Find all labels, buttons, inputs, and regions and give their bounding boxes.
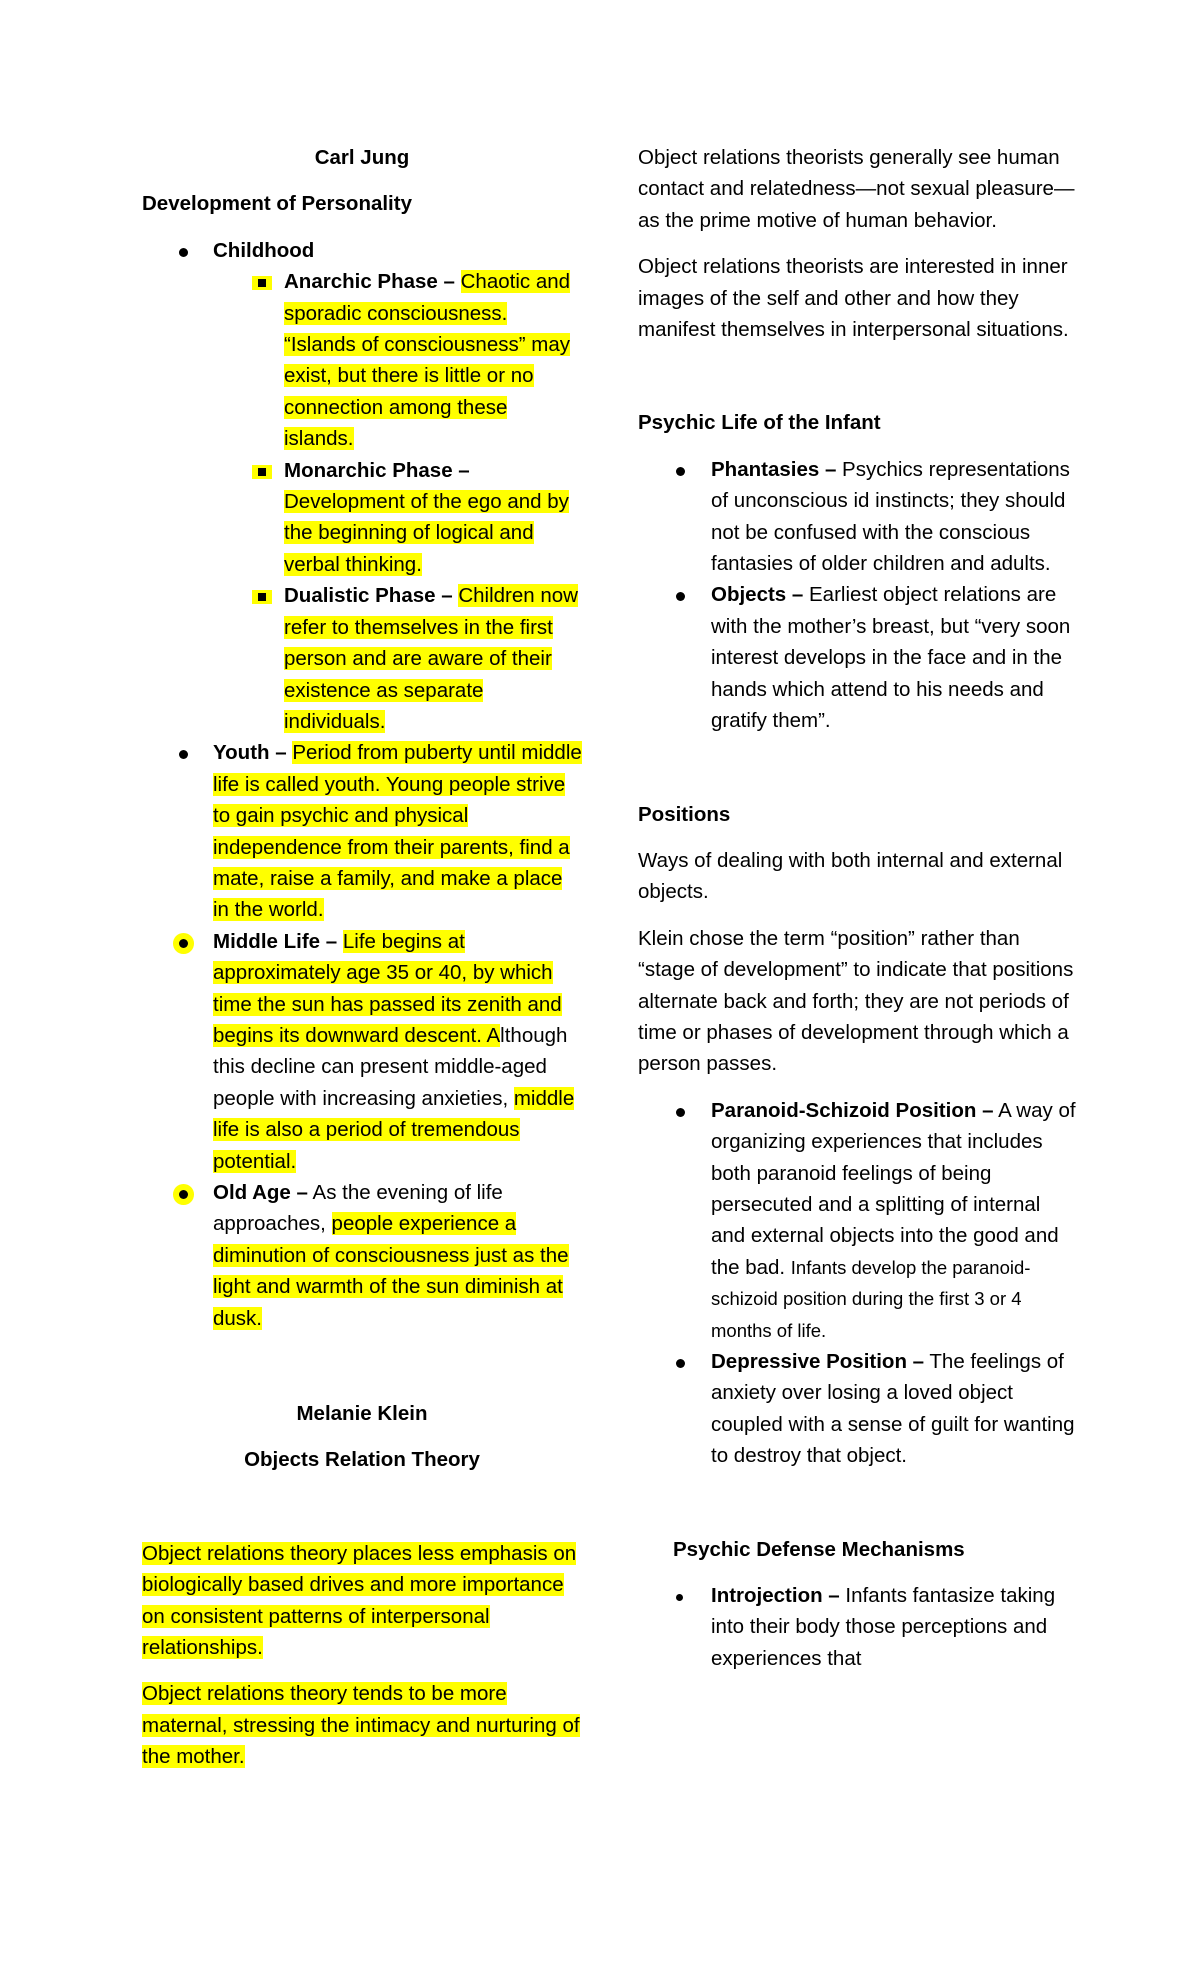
list-item-childhood xyxy=(142,235,582,266)
phase-label: Anarchic Phase – xyxy=(284,270,455,294)
bullet-icon xyxy=(179,750,188,759)
list-item-depressive xyxy=(638,1346,1078,1472)
highlighted-text: Object relations theory tends to be more maternal, stressing the intimacy and nurturing of the mother. xyxy=(142,1682,580,1769)
positions-list xyxy=(638,1095,1078,1472)
heading-objects-relation-theory: Objects Relation Theory xyxy=(244,1448,480,1472)
heading-development-of-personality: Development of Personality xyxy=(142,192,412,216)
heading-positions: Positions xyxy=(638,802,731,826)
stage-text: Period from puberty until middle life is called youth. Young people strive to gain psychic and physical independence from their parents, find a mate, raise a family, and make a place in the world. xyxy=(213,741,582,922)
term-text: The feelings of anxiety over losing a loved object coupled with a sense of guilt for wanting to destroy that object. xyxy=(711,1350,1075,1468)
stage-text: As the evening of life approaches, xyxy=(213,1181,503,1236)
heading-psychic-life-of-infant: Psychic Life of the Infant xyxy=(638,411,881,435)
term-text: Psychics representations of unconscious id instincts; they should not be confused with the conscious fantasies of older children and adults. xyxy=(711,457,1070,576)
stages-list xyxy=(142,235,582,1334)
list-item-introjection xyxy=(638,1580,1078,1674)
stage-label: Childhood xyxy=(213,238,315,262)
list-item-anarchic-phase xyxy=(142,266,582,454)
paragraph-positions-2: Klein chose the term “position” rather than “stage of development” to indicate that positions alternate back and forth; they are not periods of time or phases of development through which a person passes. xyxy=(638,926,1074,1076)
phase-text: Development of the ego and by the beginning of logical and verbal thinking. xyxy=(284,490,569,576)
paragraph-klein-2 xyxy=(142,1678,582,1772)
square-bullet-icon xyxy=(252,590,272,604)
list-item-paranoid-schizoid xyxy=(638,1095,1078,1346)
phase-label: Dualistic Phase – xyxy=(284,584,453,608)
paragraph-object-relations-1: Object relations theorists generally see human contact and relatedness—not sexual pleasure—as the prime motive of human behavior. xyxy=(638,146,1075,232)
term-label: Phantasies – xyxy=(711,457,837,481)
stage-text-highlight: people experience a diminution of consciousness just as the light and warmth of the sun diminish at dusk. xyxy=(213,1212,569,1330)
stage-text-highlight: middle life is also a period of tremendous potential. xyxy=(213,1086,575,1173)
list-item-monarchic-phase xyxy=(142,455,582,581)
term-text: Infants fantasize taking into their body those perceptions and experiences that xyxy=(711,1584,1056,1670)
heading-psychic-defense-mechanisms: Psychic Defense Mechanisms xyxy=(673,1537,965,1561)
bullet-icon xyxy=(676,592,685,601)
defense-list xyxy=(638,1580,1078,1674)
phase-text: Chaotic and sporadic consciousness. “Islands of consciousness” may exist, but there is little or no connection among these islands. xyxy=(284,270,571,451)
term-text: Earliest object relations are with the mother’s breast, but “very soon interest develops in the face and in the hands which attend to his needs and gratify them”. xyxy=(711,583,1071,733)
bullet-icon xyxy=(179,248,188,257)
phase-label: Monarchic Phase – xyxy=(284,458,470,482)
term-text: A way of organizing experiences that includes both paranoid feelings of being persecuted and a splitting of internal and external objects into the good and the bad. xyxy=(711,1098,1076,1279)
term-label: Objects – xyxy=(711,583,804,607)
square-bullet-icon xyxy=(252,465,272,479)
heading-carl-jung: Carl Jung xyxy=(314,146,410,169)
bullet-icon xyxy=(179,939,188,948)
list-item-youth xyxy=(142,737,582,925)
psychic-life-list xyxy=(638,454,1078,737)
stage-text-highlight: Life begins at approximately age 35 or 40, by which time the sun has passed its zenith and begins its downward descent. A xyxy=(213,929,562,1047)
square-bullet-icon xyxy=(252,276,272,290)
stage-label: Old Age – xyxy=(213,1181,308,1204)
highlighted-text: Object relations theory places less emphasis on biologically based drives and more importance on consistent patterns of interpersonal relationships. xyxy=(142,1541,577,1660)
phase-text: Children now refer to themselves in the first person and are aware of their existence as separate individuals. xyxy=(284,584,578,733)
term-label: Paranoid-Schizoid Position – xyxy=(711,1098,994,1122)
left-column xyxy=(142,142,582,1773)
list-item-phantasies xyxy=(638,454,1078,580)
term-label: Introjection – xyxy=(711,1584,840,1608)
bullet-icon xyxy=(179,1190,188,1199)
stage-label: Youth – xyxy=(213,741,287,765)
term-note: Infants develop the paranoid-schizoid position during the first 3 or 4 months of life. xyxy=(711,1256,1031,1341)
paragraph-positions-1: Ways of dealing with both internal and external objects. xyxy=(638,848,1063,904)
list-item-old-age xyxy=(142,1177,582,1334)
heading-melanie-klein: Melanie Klein xyxy=(296,1402,428,1426)
bullet-icon xyxy=(676,1359,685,1368)
bullet-icon xyxy=(676,467,685,476)
stage-label: Middle Life – xyxy=(213,929,338,953)
list-item-objects xyxy=(638,579,1078,736)
paragraph-klein-1 xyxy=(142,1538,582,1664)
stage-text: lthough this decline can present middle-aged people with increasing anxieties, xyxy=(213,1023,568,1110)
paragraph-object-relations-2: Object relations theorists are interested in inner images of the self and other and how they manifest themselves in interpersonal situations. xyxy=(638,255,1069,342)
right-column xyxy=(638,142,1078,1674)
list-item-dualistic-phase xyxy=(142,580,582,737)
bullet-icon xyxy=(676,1594,683,1601)
bullet-icon xyxy=(676,1108,685,1117)
list-item-middle-life xyxy=(142,926,582,1177)
term-label: Depressive Position – xyxy=(711,1350,925,1373)
